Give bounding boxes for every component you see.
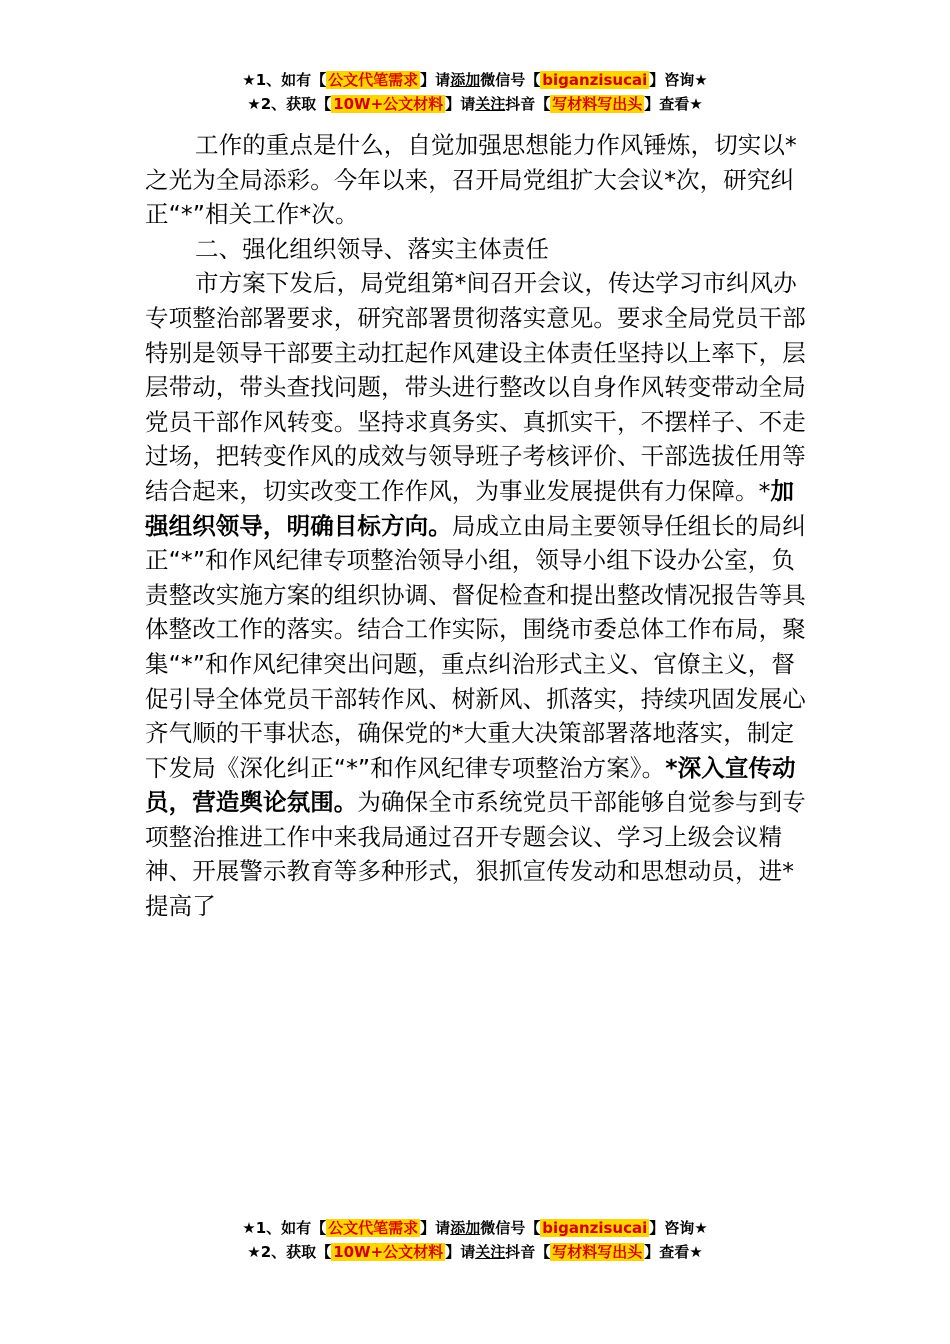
banner-text: 微信号【 (480, 71, 541, 89)
banner-text: ★2、获取【 (247, 95, 332, 113)
banner-text: 】查看★ (644, 95, 703, 113)
header-banner (0, 68, 950, 116)
banner-text: 微信号【 (480, 1219, 541, 1237)
paragraph-2 (145, 266, 810, 923)
banner-highlight: 写材料写出头 (552, 1243, 643, 1261)
banner-highlight: 公文代笔需求 (328, 71, 419, 89)
banner-text: ★1、如有【 (242, 1219, 327, 1237)
banner-line-1 (0, 68, 950, 92)
banner-highlight: 写材料写出头 (552, 95, 643, 113)
banner-text: ★2、获取【 (247, 1243, 332, 1261)
banner-text: 】查看★ (644, 1243, 703, 1261)
banner-line-2 (0, 1240, 950, 1264)
banner-text: 】咨询★ (649, 1219, 708, 1237)
bold-lead: *深入宣传动员，营造舆论氛围。 (145, 753, 796, 817)
section-heading: 二、强化组织领导、落实主体责任 (195, 234, 549, 263)
banner-underline: 关注 (475, 95, 506, 113)
banner-highlight: 公文代笔需求 (328, 1219, 419, 1237)
banner-underline: 添加 (450, 1219, 481, 1237)
banner-text: ★1、如有【 (242, 71, 327, 89)
banner-text: 】请 (420, 71, 451, 89)
banner-text: 抖音【 (505, 95, 551, 113)
footer-banner (0, 1216, 950, 1264)
banner-text: 】请 (445, 95, 476, 113)
paragraph-text: 市方案下发后，局党组第*间召开会议，传达学习市纠风办专项整治部署要求，研究部署贯彻落实意见。要求全局党员干部特别是领导干部要主动扛起作风建设主体责任坚持以上率下，层层带动，带头查找问题，带头进行整改以自身作风转变带动全局党员干部作风转变。坚持求真务实、真抓实干，不摆样子、不走过场，把转变作风的成效与领导班子考核评价、干部选拔任用等结合起来，切实改变工作作风，为事业发展提供有力保障。* (145, 269, 806, 505)
banner-highlight: 10W+公文材料 (333, 95, 444, 113)
banner-text: 】咨询★ (649, 71, 708, 89)
banner-highlight: 10W+公文材料 (333, 1243, 444, 1261)
banner-text: 】请 (445, 1243, 476, 1261)
banner-text: 抖音【 (505, 1243, 551, 1261)
banner-line-2 (0, 92, 950, 116)
banner-underline: 添加 (450, 71, 481, 89)
banner-highlight: biganzisucai (542, 71, 648, 89)
banner-text: 】请 (420, 1219, 451, 1237)
banner-underline: 关注 (475, 1243, 506, 1261)
bold-lead: 加强组织领导，明确目标方向。 (145, 476, 795, 540)
paragraph-text: 局成立由局主要领导任组长的局纠正“*”和作风纪律专项整治领导小组，领导小组下设办公室，负责整改实施方案的组织协调、督促检查和提出整改情况报告等具体整改工作的落实。结合工作实际，围绕市委总体工作布局，聚集“*”和作风纪律突出问题，重点纠治形式主义、官僚主义，督促引导全体党员干部转作风、树新风、抓落实，持续巩固发展心齐气顺的干事状态，确保党的*大重大决策部署落地落实，制定下发局《深化纠正“*”和作风纪律专项整治方案》。 (145, 511, 806, 782)
document-body (145, 128, 810, 924)
paragraph-text: 为确保全市系统党员干部能够自觉参与到专项整治推进工作中来我局通过召开专题会议、学习上级会议精神、开展警示教育等多种形式，狠抓宣传发动和思想动员，进*提高了 (145, 788, 806, 921)
paragraph-1: 工作的重点是什么，自觉加强思想能力作风锤炼，切实以*之光为全局添彩。今年以来，召开局党组扩大会议*次，研究纠正“*”相关工作*次。 (145, 131, 797, 229)
banner-line-1 (0, 1216, 950, 1240)
banner-highlight: biganzisucai (542, 1219, 648, 1237)
